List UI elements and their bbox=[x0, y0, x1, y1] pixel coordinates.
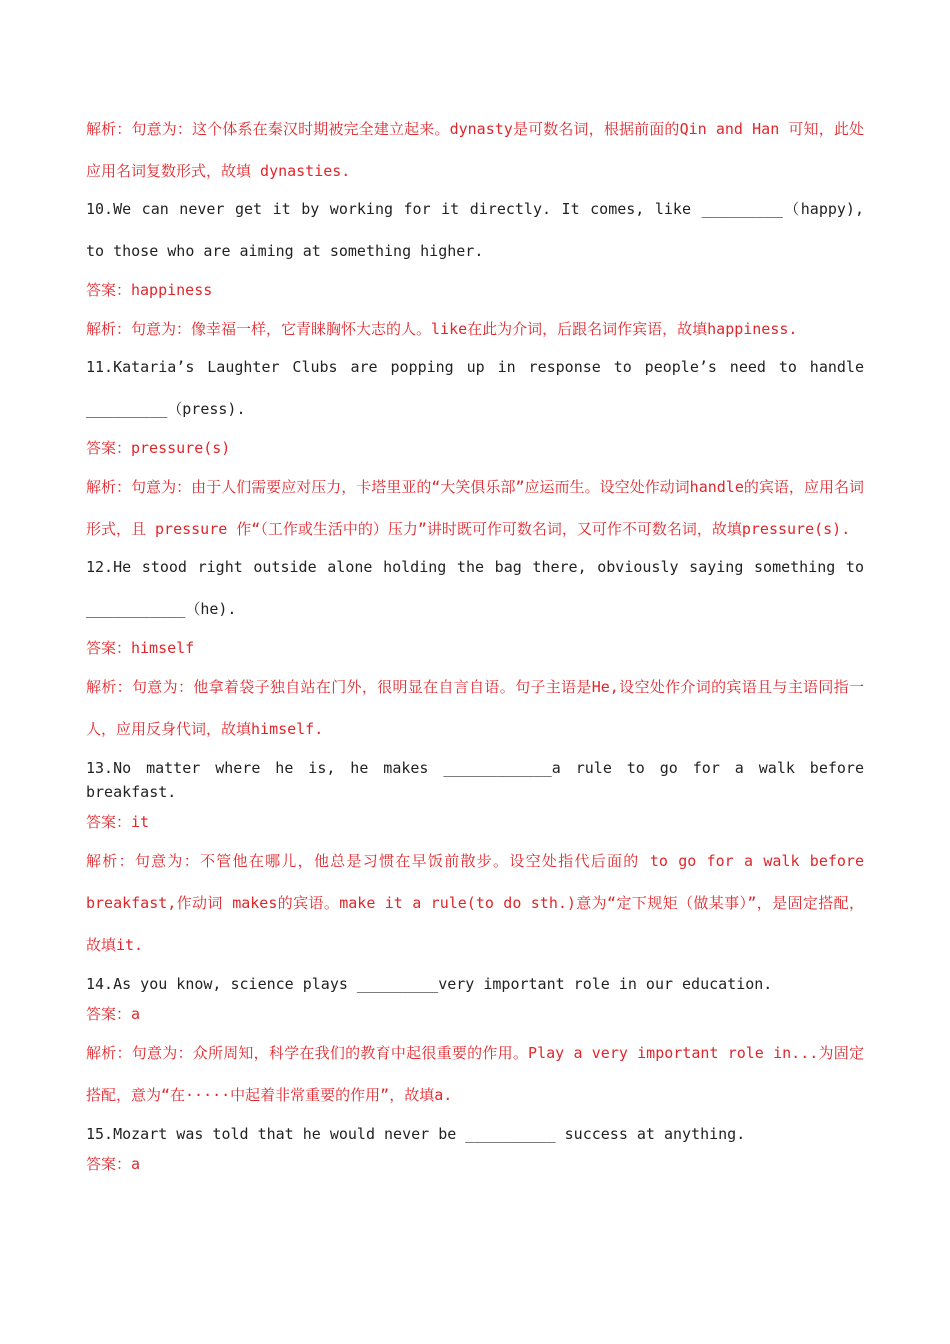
analysis-13: 解析：句意为：不管他在哪儿，他总是习惯在早饭前散步。设空处指代后面的 to go for a walk before breakfast,作动词 makes的宾语。make it a rule(to do sth.)意为“定下规矩（做某事）”，是固定搭配，故填it. bbox=[86, 852, 864, 954]
answer-10: 答案：happiness bbox=[86, 281, 213, 299]
analysis-10: 解析：句意为：像幸福一样，它青睐胸怀大志的人。like在此为介词，后跟名词作宾语，故填happiness. bbox=[86, 320, 798, 338]
answer-15: 答案：a bbox=[86, 1155, 141, 1173]
question-15: 15.Mozart was told that he would never be __________ success at anything. bbox=[86, 1125, 746, 1143]
question-12: 12.He stood right outside alone holding the bag there, obviously saying something to ___________（he). bbox=[86, 558, 864, 618]
analysis-11: 解析：句意为：由于人们需要应对压力，卡塔里亚的“大笑俱乐部”应运而生。设空处作动词handle的宾语，应用名词形式，且 pressure 作“（工作或生活中的）压力”讲时既可作可数名词，又可作不可数名词，故填pressure(s). bbox=[86, 478, 864, 538]
analysis-12: 解析：句意为：他拿着袋子独自站在门外，很明显在自言自语。句子主语是He,设空处作介词的宾语且与主语同指一人，应用反身代词，故填himself. bbox=[86, 678, 864, 738]
answer-14: 答案：a bbox=[86, 1005, 141, 1023]
exercise-list bbox=[86, 108, 864, 1182]
answer-13: 答案：it bbox=[86, 813, 150, 831]
answer-11: 答案：pressure(s) bbox=[86, 439, 231, 457]
question-13: 13.No matter where he is, he makes ____________a rule to go for a walk before breakfast. bbox=[86, 759, 864, 801]
analysis-14: 解析：句意为：众所周知，科学在我们的教育中起很重要的作用。Play a very important role in...为固定搭配，意为“在·····中起着非常重要的作用”，故填a. bbox=[86, 1044, 864, 1104]
answer-12: 答案：himself bbox=[86, 639, 195, 657]
analysis-9: 解析：句意为：这个体系在秦汉时期被完全建立起来。dynasty是可数名词，根据前面的Qin and Han 可知，此处应用名词复数形式，故填 dynasties. bbox=[86, 120, 864, 180]
question-10: 10.We can never get it by working for it directly. It comes, like _________（happy), to those who are aiming at something higher. bbox=[86, 200, 864, 260]
question-11: 11.Kataria’s Laughter Clubs are popping up in response to people’s need to handle _________（press). bbox=[86, 358, 864, 418]
question-14: 14.As you know, science plays _________very important role in our education. bbox=[86, 975, 773, 993]
